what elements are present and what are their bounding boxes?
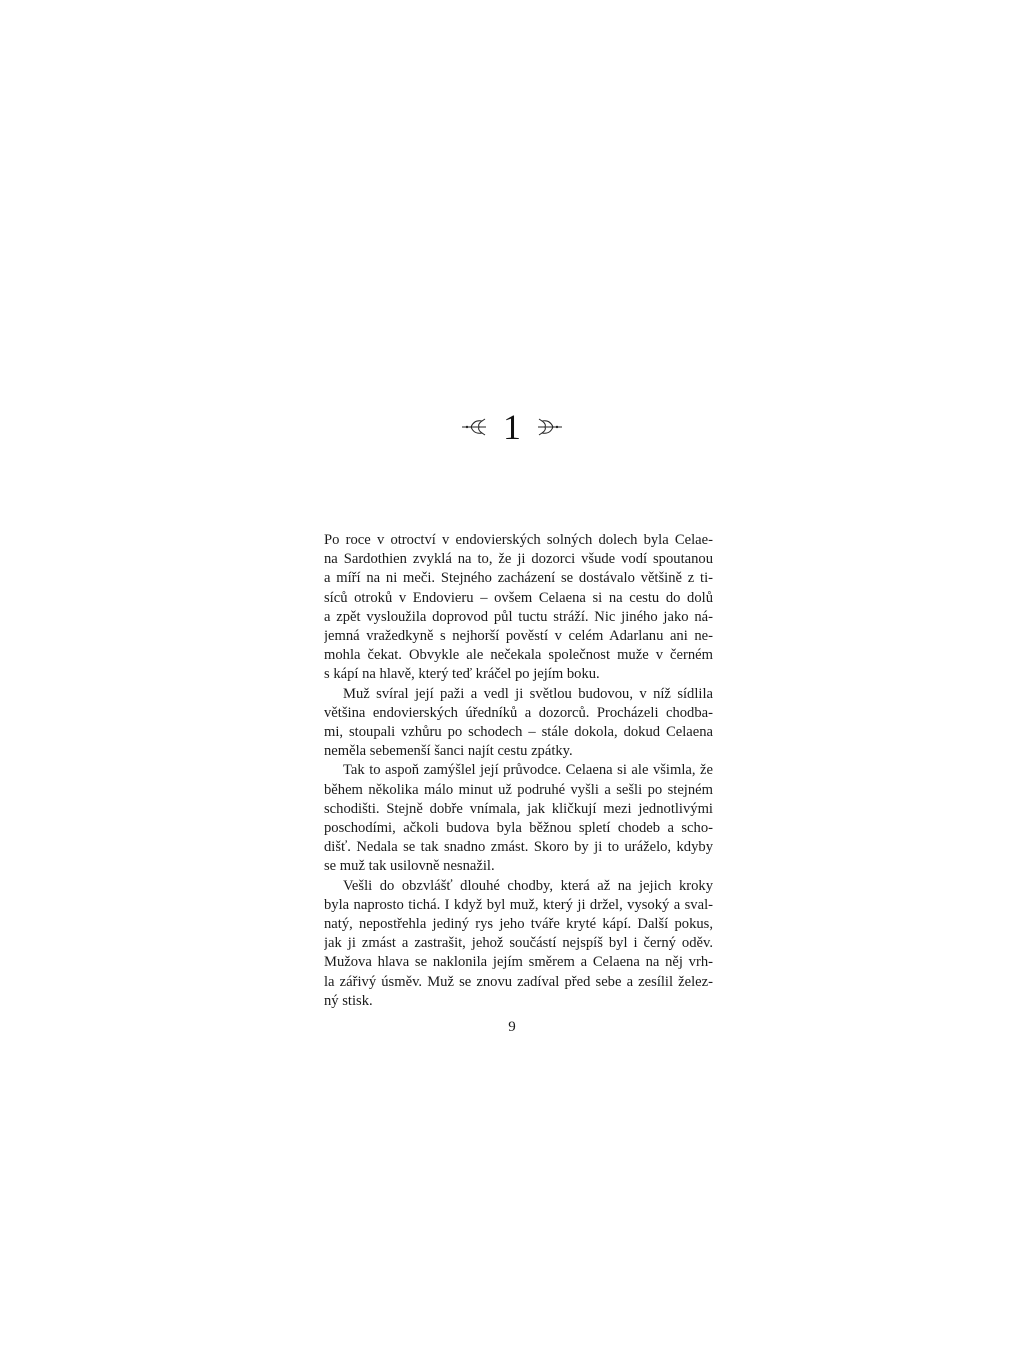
text-line: Po roce v otroctví v endovierských solných dolech byla Celae-	[324, 532, 713, 548]
text-line: la zářivý úsměv. Muž se znovu zadíval před sebe a zesílil želez-	[324, 973, 713, 990]
text-line: síců otroků v Endovieru – ovšem Celaena si na cestu do dolů	[324, 589, 713, 606]
text-line: dišť. Nedala se tak snadno zmást. Skoro by ji to uráželo, kdyby	[324, 839, 713, 856]
chapter-body-text	[324, 531, 713, 1011]
text-line: mohla čekat. Obvykle ale nečekala společnost muže v černém	[324, 647, 713, 664]
text-line: Mužova hlava se naklonila jejím směrem a Celaena na něj vrh-	[324, 954, 713, 971]
paragraph	[324, 531, 713, 685]
text-line: mi, stoupali vzhůru po schodech – stále dokola, dokud Celaena	[324, 724, 713, 741]
chapter-heading	[0, 404, 1024, 450]
paragraph	[324, 877, 713, 1011]
text-line: schodišti. Stejně dobře vnímala, jak kličkují mezi jednotlivými	[324, 800, 713, 817]
text-line: a míří na ni meči. Stejného zacházení se dostávalo většině z ti-	[324, 570, 713, 587]
text-line: Muž svíral její paži a vedl ji světlou budovou, v níž sídlila	[343, 685, 713, 702]
page-number: 9	[508, 1019, 516, 1035]
text-line: natý, nepostřehla jediný rys jeho tváře kryté kápí. Další pokus,	[324, 916, 713, 933]
text-line: se muž tak usilovně nesnažil.	[324, 858, 495, 875]
text-line: byla naprosto tichá. I když byl muž, který ji držel, vysoký a sval-	[324, 896, 713, 913]
paragraph	[324, 685, 713, 762]
text-line: během několika málo minut už podruhé vyšli a sešli po stejném	[324, 781, 713, 798]
text-line: Tak to aspoň zamýšlel její průvodce. Celaena si ale všimla, že	[343, 762, 713, 779]
fleuron-left-icon	[461, 418, 487, 436]
text-line: s kápí na hlavě, který teď kráčel po jejím boku.	[324, 666, 600, 683]
fleuron-right-icon	[537, 418, 563, 436]
text-line: poschodími, ačkoli budova byla běžnou spletí chodeb a scho-	[324, 820, 713, 837]
paragraph	[324, 761, 713, 876]
chapter-number: 1	[503, 407, 521, 447]
text-line: neměla sebemenší šanci najít cestu zpátky.	[324, 743, 573, 760]
text-line: na Sardothien zvyklá na to, že ji dozorci všude vodí spoutanou	[324, 551, 713, 568]
text-line: jemná vražedkyně s nejhorší pověstí v celém Adarlanu ani ne-	[324, 628, 713, 645]
text-line: jak ji zmást a zastrašit, jehož součástí nejspíš byl i černý oděv.	[324, 935, 713, 952]
text-line: a zpět vysloužila doprovod půl tuctu stráží. Nic jiného jako ná-	[324, 608, 713, 625]
text-line: většina endovierských úředníků a dozorců. Procházeli chodba-	[324, 704, 713, 721]
text-line: Vešli do obzvlášť dlouhé chodby, která až na jejich kroky	[343, 877, 713, 894]
text-line: ný stisk.	[324, 992, 373, 1009]
